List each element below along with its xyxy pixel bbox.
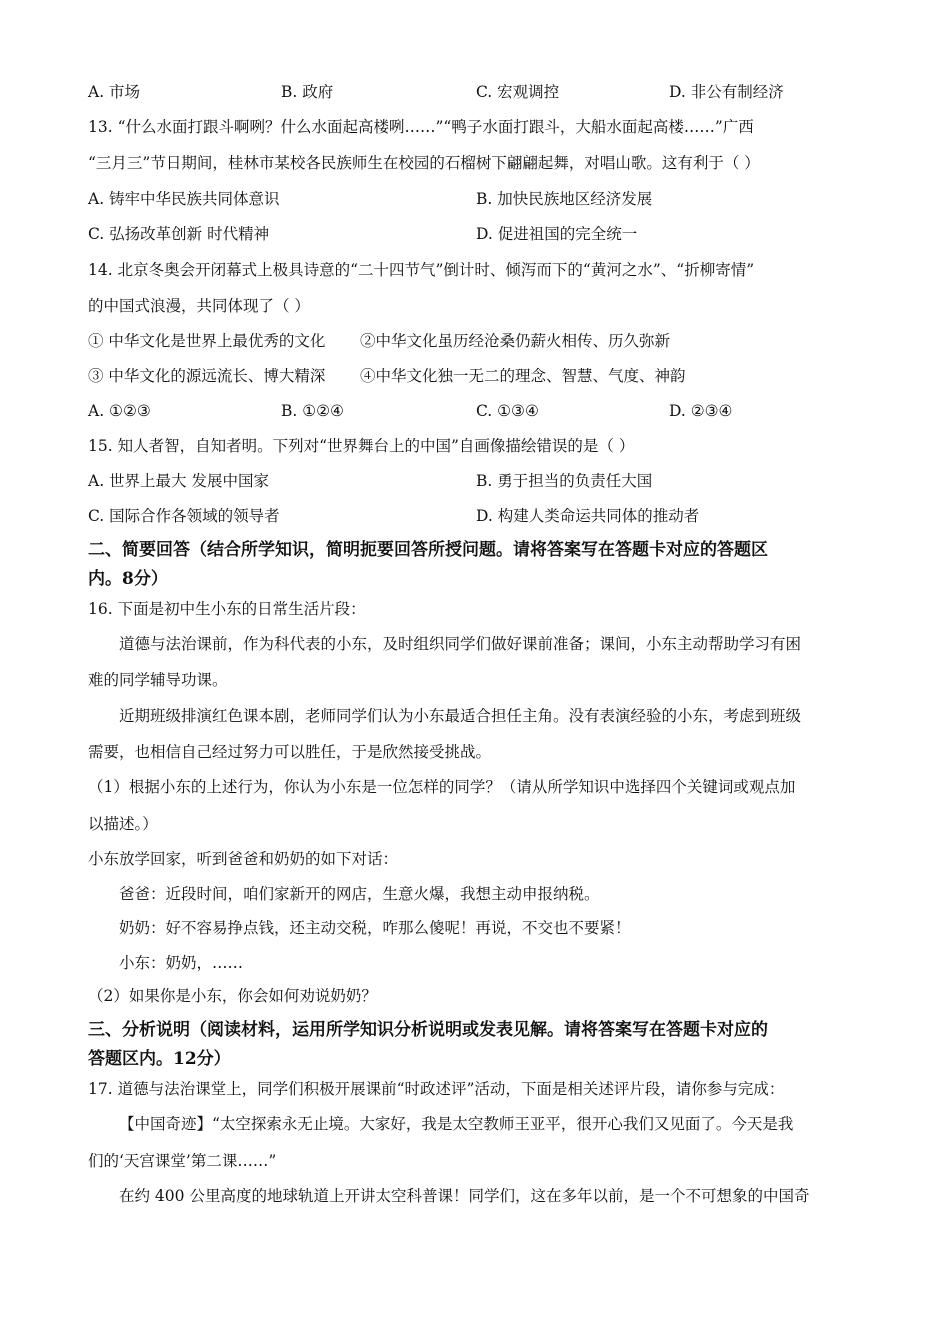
q17-stem: 17. 道德与法治课堂上，同学们积极开展课前“时政述评”活动，下面是相关述评片段，请你参与完成： [88,1080,785,1098]
section3-title-line1: 三、分析说明（阅读材料，运用所学知识分析说明或发表见解。请将答案写在答题卡对应的 [88,1020,768,1040]
q13-stem-line2: “三月三”节日期间，桂林市某校各民族师生在校园的石榴树下翩翩起舞，对唱山歌。这有利于（ ） [88,154,760,172]
q13-option-b: B. 加快民族地区经济发展 [476,190,653,208]
q14-stem-line2: 的中国式浪漫，共同体现了（ ） [88,297,310,315]
q12-option-d: D. 非公有制经济 [669,83,784,101]
q14-option-d: D. ②③④ [669,402,733,420]
q17-para2-line1: 在约 400 公里高度的地球轨道上开讲太空科普课！同学们，这在多年以前，是一个不可想象的中国奇 [119,1187,810,1205]
section2-title-line2: 内。8分） [88,569,168,589]
q14-statement-4: ④中华文化独一无二的理念、智慧、气度、神韵 [360,367,686,385]
q14-option-a: A. ①②③ [88,402,151,420]
q16-sub1-line2: 以描述。） [88,815,158,833]
q16-dialog-xiaodong: 小东：奶奶，…… [119,954,244,972]
q16-lead: 小东放学回家，听到爸爸和奶奶的如下对话： [88,850,399,868]
q15-option-a: A. 世界上最大 发展中国家 [88,472,269,490]
q12-option-b: B. 政府 [281,83,334,101]
q17-para1-line2: 们的‘天宫课堂’第二课……” [88,1152,277,1170]
q16-stem: 16. 下面是初中生小东的日常生活片段： [88,600,366,618]
q15-stem: 15. 知人者智，自知者明。下列对“世界舞台上的中国”自画像描绘错误的是（ ） [88,437,635,455]
section3-title-line2: 答题区内。12分） [88,1049,231,1069]
q16-para2-line1: 近期班级排演红色课本剧，老师同学们认为小东最适合担任主角。没有表演经验的小东，考虑到班级 [119,707,802,725]
q16-dialog-grandma: 奶奶：好不容易挣点钱，还主动交税，咋那么傻呢！再说，不交也不要紧！ [119,919,631,937]
q16-sub1-line1: （1）根据小东的上述行为，你认为小东是一位怎样的同学？（请从所学知识中选择四个关键词或观点加 [88,778,796,796]
q13-option-d: D. 促进祖国的完全统一 [476,225,638,243]
q13-option-c: C. 弘扬改革创新 时代精神 [88,225,270,243]
q14-statement-2: ②中华文化虽历经沧桑仍薪火相传、历久弥新 [360,332,671,350]
section2-title-line1: 二、简要回答（结合所学知识，简明扼要回答所授问题。请将答案写在答题卡对应的答题区 [88,540,768,560]
q15-option-d: D. 构建人类命运共同体的推动者 [476,507,700,525]
q14-option-c: C. ①③④ [476,402,539,420]
q15-option-c: C. 国际合作各领域的领导者 [88,507,280,525]
q14-stem-line1: 14. 北京冬奥会开闭幕式上极具诗意的“二十四节气”倒计时、倾泻而下的“黄河之水”、“折柳寄情” [88,261,755,279]
q13-stem-line1: 13. “什么水面打跟斗啊咧？什么水面起高楼咧……”“鸭子水面打跟斗，大船水面起高楼……”广西 [88,118,754,136]
q16-para2-line2: 需要，也相信自己经过努力可以胜任，于是欣然接受挑战。 [88,743,492,761]
q14-option-b: B. ①②④ [281,402,344,420]
q14-statement-3: ③ 中华文化的源远流长、博大精深 [88,367,326,385]
q16-sub2: （2）如果你是小东，你会如何劝说奶奶？ [88,987,377,1005]
q14-statement-1: ① 中华文化是世界上最优秀的文化 [88,332,326,350]
q16-dialog-dad: 爸爸：近段时间，咱们家新开的网店，生意火爆，我想主动申报纳税。 [119,885,600,903]
q16-para1-line2: 难的同学辅导功课。 [88,671,228,689]
q13-option-a: A. 铸牢中华民族共同体意识 [88,190,280,208]
q15-option-b: B. 勇于担当的负责任大国 [476,472,653,490]
q12-option-c: C. 宏观调控 [476,83,560,101]
q12-option-a: A. 市场 [88,83,141,101]
q16-para1-line1: 道德与法治课前，作为科代表的小东，及时组织同学们做好课前准备；课间，小东主动帮助学习有困 [119,635,802,653]
q17-para1-line1: 【中国奇迹】“太空探索永无止境。大家好，我是太空教师王亚平，很开心我们又见面了。今天是我 [119,1115,794,1133]
